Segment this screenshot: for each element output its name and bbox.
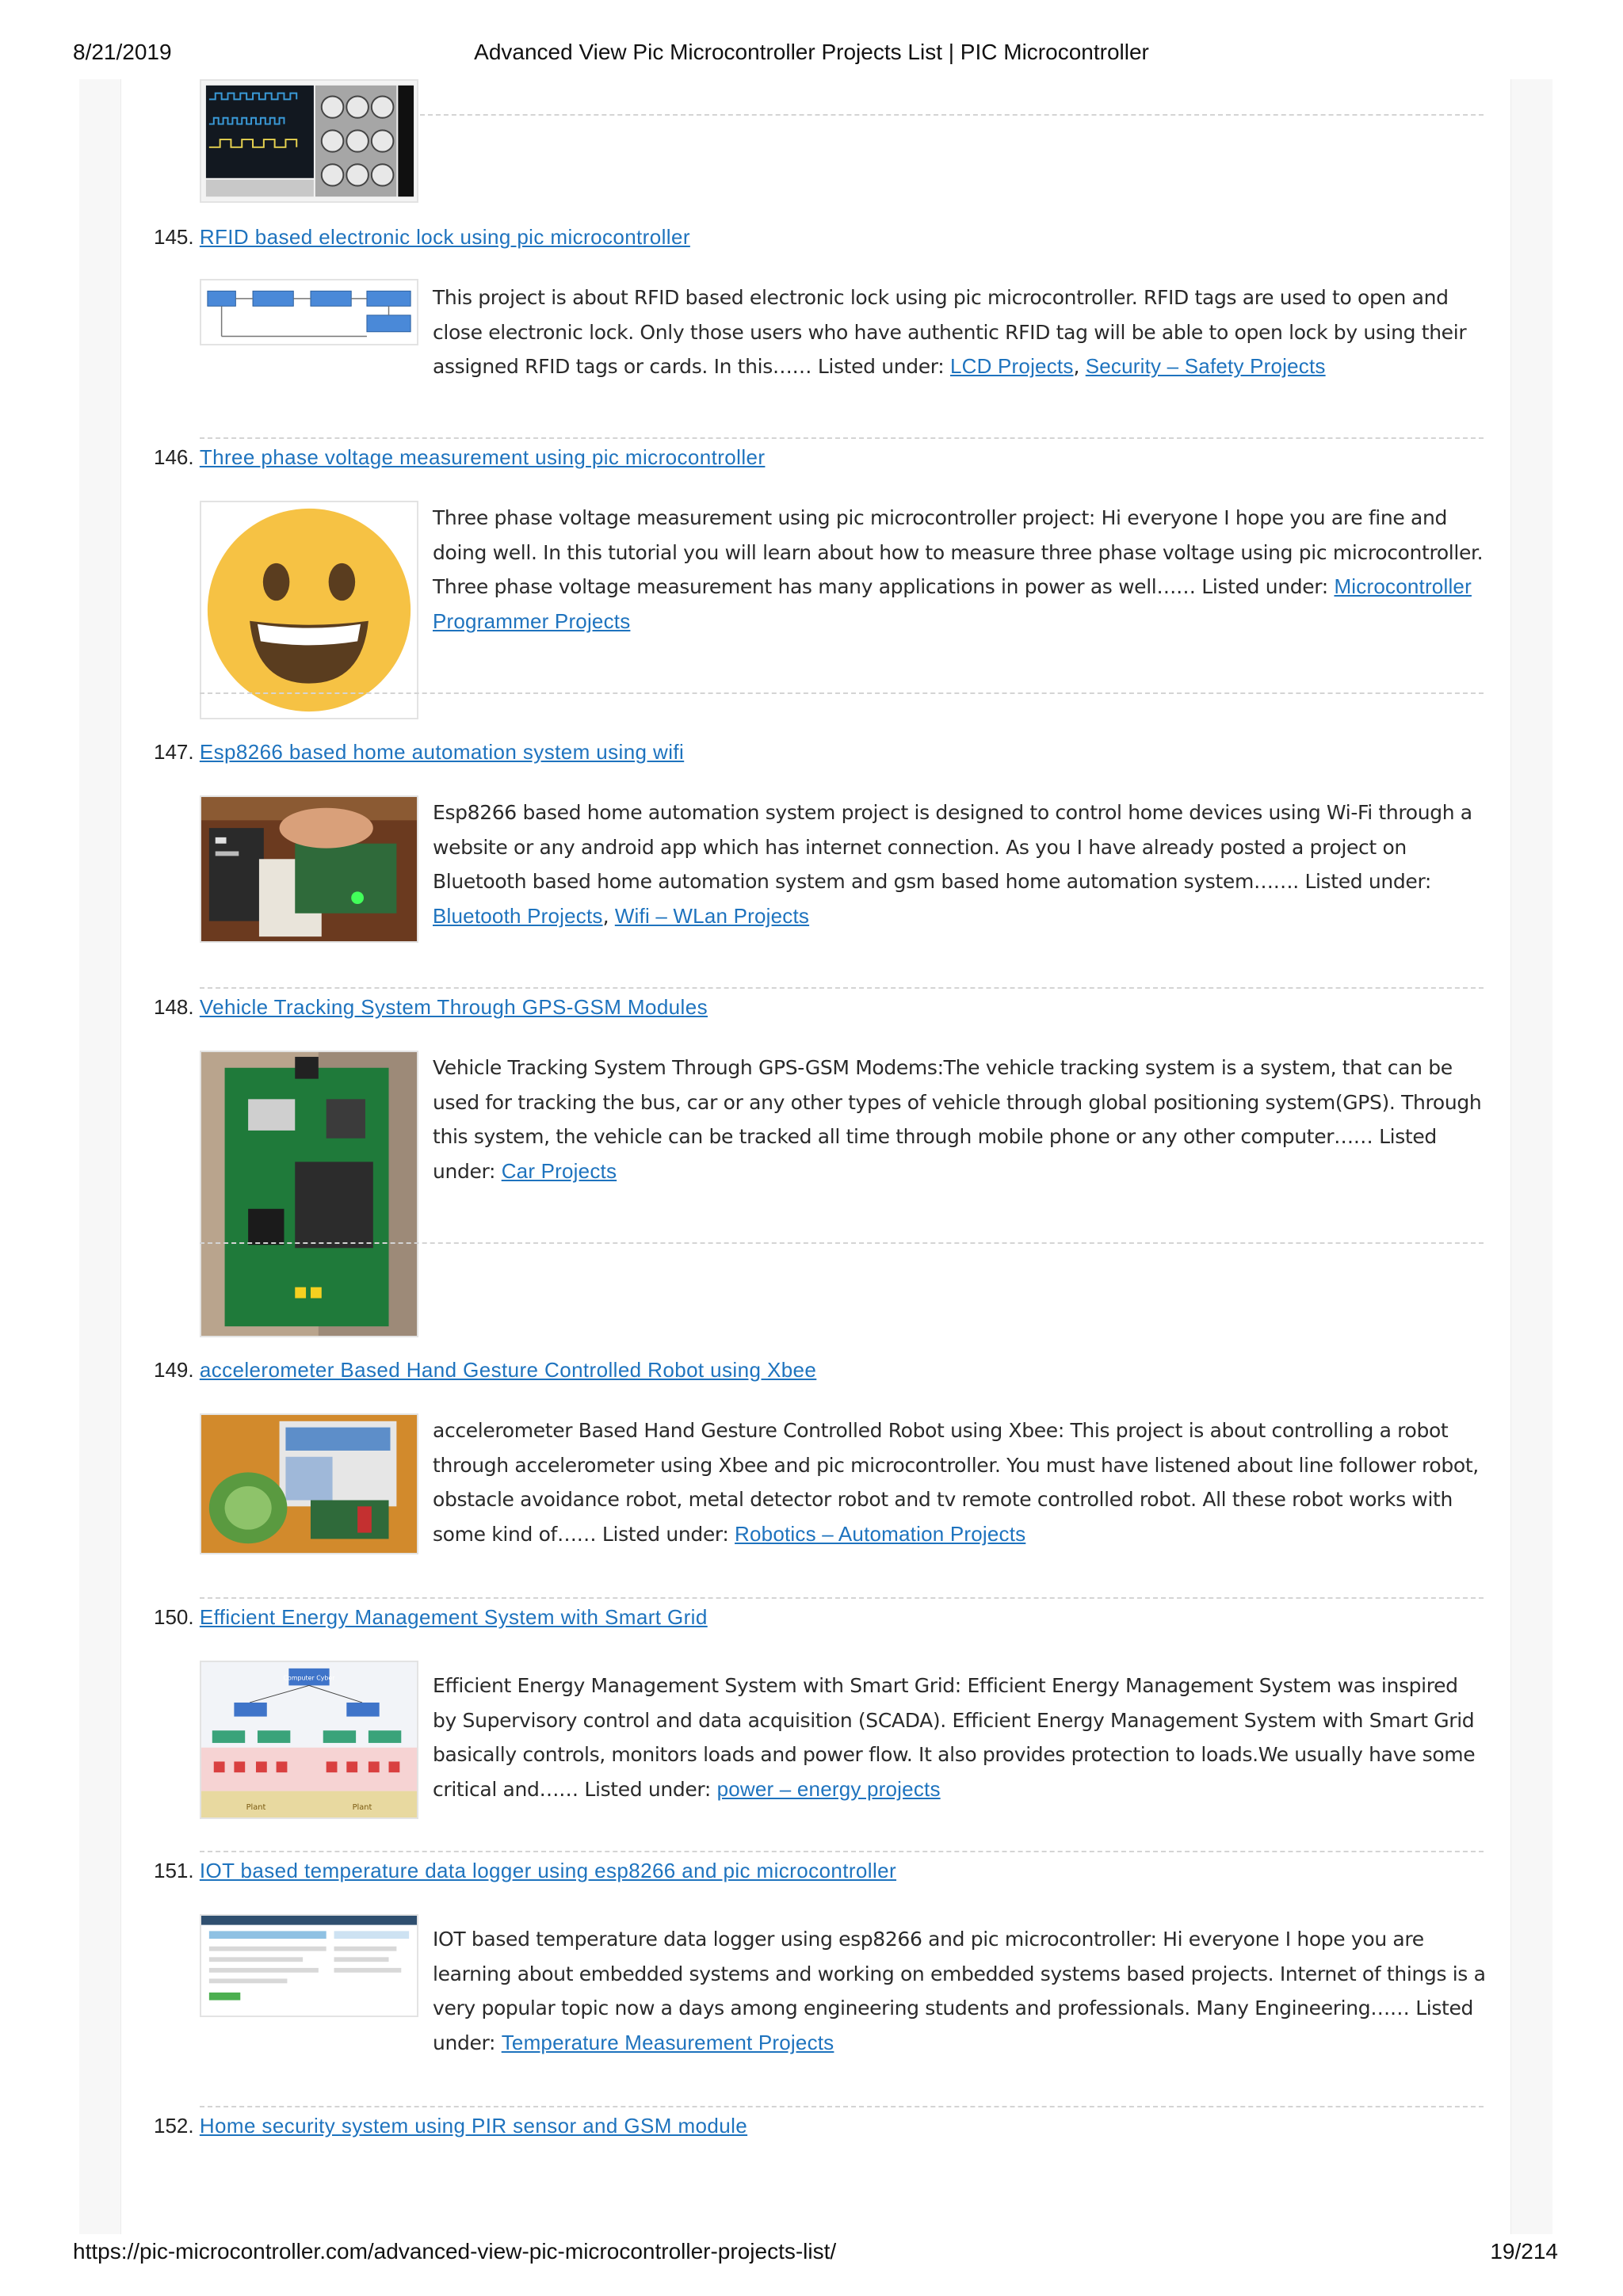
category-link-lcd[interactable]: LCD Projects — [949, 354, 1074, 378]
project-title-145 — [154, 223, 690, 250]
thumbnail-oscilloscope-image[interactable] — [200, 79, 418, 203]
svg-text:Plant: Plant — [246, 1803, 266, 1813]
project-title-149 — [154, 1356, 816, 1383]
print-date: 8/21/2019 — [73, 40, 172, 64]
separator — [200, 987, 1484, 989]
project-title-146 — [154, 444, 765, 471]
project-description-151: IOT based temperature data logger using esp8266 and pic microcontroller: Hi everyone I hope you are learning about embedded systems and working on embedded systems based projects. Internet of things is a very popular topic now a days among engineering students and professionals. Many Engineering…… Listed under: Temperature Measurement Projects — [433, 1928, 1486, 2054]
category-link-bluetooth[interactable]: Bluetooth Projects — [433, 903, 603, 928]
category-link-programmer[interactable]: Microcontroller Programmer Projects — [433, 574, 1472, 633]
project-description-147: Esp8266 based home automation system project is designed to control home devices using Wi-Fi through a website or any android app which has internet connection. As you I have already posted a project on Bluetooth based home automation system and gsm based home automation system……. Listed under: Bluetooth Projects, Wifi – WLan Projects — [433, 801, 1472, 928]
item-number: 151. — [154, 1859, 194, 1882]
project-description-148: Vehicle Tracking System Through GPS-GSM Modems:The vehicle tracking system is a system, that can be used for tracking the bus, car or any other types of vehicle through global positioning system(GPS). Through this system, the vehicle can be tracked all time through mobile phone or any other computer…… Listed under: Car Projects — [433, 1056, 1482, 1183]
project-description-146: Three phase voltage measurement using pic microcontroller project: Hi everyone I hope you are fine and doing well. In this tutorial you will learn about how to measure three phase voltage using pic microcontroller. Three phase voltage measurement has many applications in power as well…… Listed under: Microcontroller Programmer Projects — [433, 506, 1484, 633]
project-description-149: accelerometer Based Hand Gesture Controlled Robot using Xbee: This project is about controlling a robot through accelerometer using Xbee and pic microcontroller. You must have listened about line follower robot, obstacle avoidance robot, metal detector robot and tv remote controlled robot. All these robot works with some kind of…… Listed under: Robotics – Automation Projects — [433, 1419, 1479, 1546]
separator — [420, 114, 1484, 116]
item-number: 146. — [154, 445, 194, 469]
print-url: https://pic-microcontroller.com/advanced-view-pic-microcontroller-projects-list/ — [73, 2239, 837, 2264]
project-link-home-security[interactable]: Home security system using PIR sensor and GSM module — [199, 2114, 748, 2138]
item-number: 148. — [154, 995, 194, 1019]
separator — [200, 1597, 1484, 1599]
project-title-150 — [154, 1604, 708, 1630]
thumbnail-iot-dashboard-screenshot[interactable] — [200, 1914, 418, 2017]
category-link-security[interactable]: Security – Safety Projects — [1085, 354, 1326, 378]
separator — [200, 2106, 1484, 2107]
page-number: 19/214 — [1490, 2239, 1558, 2264]
category-link-car[interactable]: Car Projects — [501, 1158, 617, 1183]
thumbnail-gps-gsm-board-photo[interactable] — [200, 1051, 418, 1337]
project-link-gesture-robot[interactable]: accelerometer Based Hand Gesture Controlled Robot using Xbee — [199, 1358, 817, 1382]
thumbnail-smart-grid-diagram[interactable] — [200, 1661, 418, 1819]
item-number: 147. — [154, 740, 194, 764]
thumbnail-rfid-block-diagram[interactable] — [200, 279, 418, 345]
project-link-iot-logger[interactable]: IOT based temperature data logger using esp8266 and pic microcontroller — [199, 1859, 897, 1882]
separator — [200, 692, 1484, 694]
project-link-energy-management[interactable]: Efficient Energy Management System with Smart Grid — [199, 1605, 708, 1629]
project-link-rfid-lock[interactable]: RFID based electronic lock using pic microcontroller — [199, 225, 690, 249]
separator — [200, 437, 1484, 439]
item-number: 150. — [154, 1605, 194, 1629]
project-title-152 — [154, 2112, 747, 2139]
item-number: 152. — [154, 2114, 194, 2138]
category-link-robotics[interactable]: Robotics – Automation Projects — [735, 1521, 1026, 1546]
category-link-wifi[interactable]: Wifi – WLan Projects — [614, 903, 810, 928]
project-link-three-phase[interactable]: Three phase voltage measurement using pic microcontroller — [199, 445, 766, 469]
smiley-emoji-icon[interactable] — [200, 501, 418, 719]
project-title-148 — [154, 994, 708, 1020]
separator — [200, 1851, 1484, 1852]
print-page-title: Advanced View Pic Microcontroller Projects List | PIC Microcontroller — [474, 40, 1149, 64]
thumbnail-esp8266-board-photo[interactable] — [200, 795, 418, 943]
project-description-145: This project is about RFID based electronic lock using pic microcontroller. RFID tags are used to open and close electronic lock. Only those users who have authentic RFID tag will be able to open lock by using their assigned RFID tags or cards. In this…… Listed under: LCD Projects, Security – Safety Projects — [433, 286, 1467, 378]
category-link-temperature[interactable]: Temperature Measurement Projects — [501, 2030, 834, 2054]
item-number: 145. — [154, 225, 194, 249]
project-link-vehicle-tracking[interactable]: Vehicle Tracking System Through GPS-GSM Modules — [199, 995, 708, 1019]
separator — [200, 1242, 1484, 1244]
project-description-150: Efficient Energy Management System with Smart Grid: Efficient Energy Management System was inspired by Supervisory control and data acquisition (SCADA). Efficient Energy Management System with Smart Grid basically controls, monitors loads and power flow. It also provides protection to loads.We usually have some critical and…… Listed under: power – energy projects — [433, 1674, 1476, 1801]
thumbnail-gesture-robot-photo[interactable] — [200, 1413, 418, 1554]
project-link-esp8266-home[interactable]: Esp8266 based home automation system using wifi — [199, 740, 685, 764]
item-number: 149. — [154, 1358, 194, 1382]
project-title-151 — [154, 1857, 896, 1884]
project-title-147 — [154, 738, 684, 765]
svg-text:Plant: Plant — [352, 1803, 372, 1813]
svg-text:Computer Cyber: Computer Cyber — [283, 1674, 335, 1682]
category-link-power-energy[interactable]: power – energy projects — [716, 1776, 941, 1801]
